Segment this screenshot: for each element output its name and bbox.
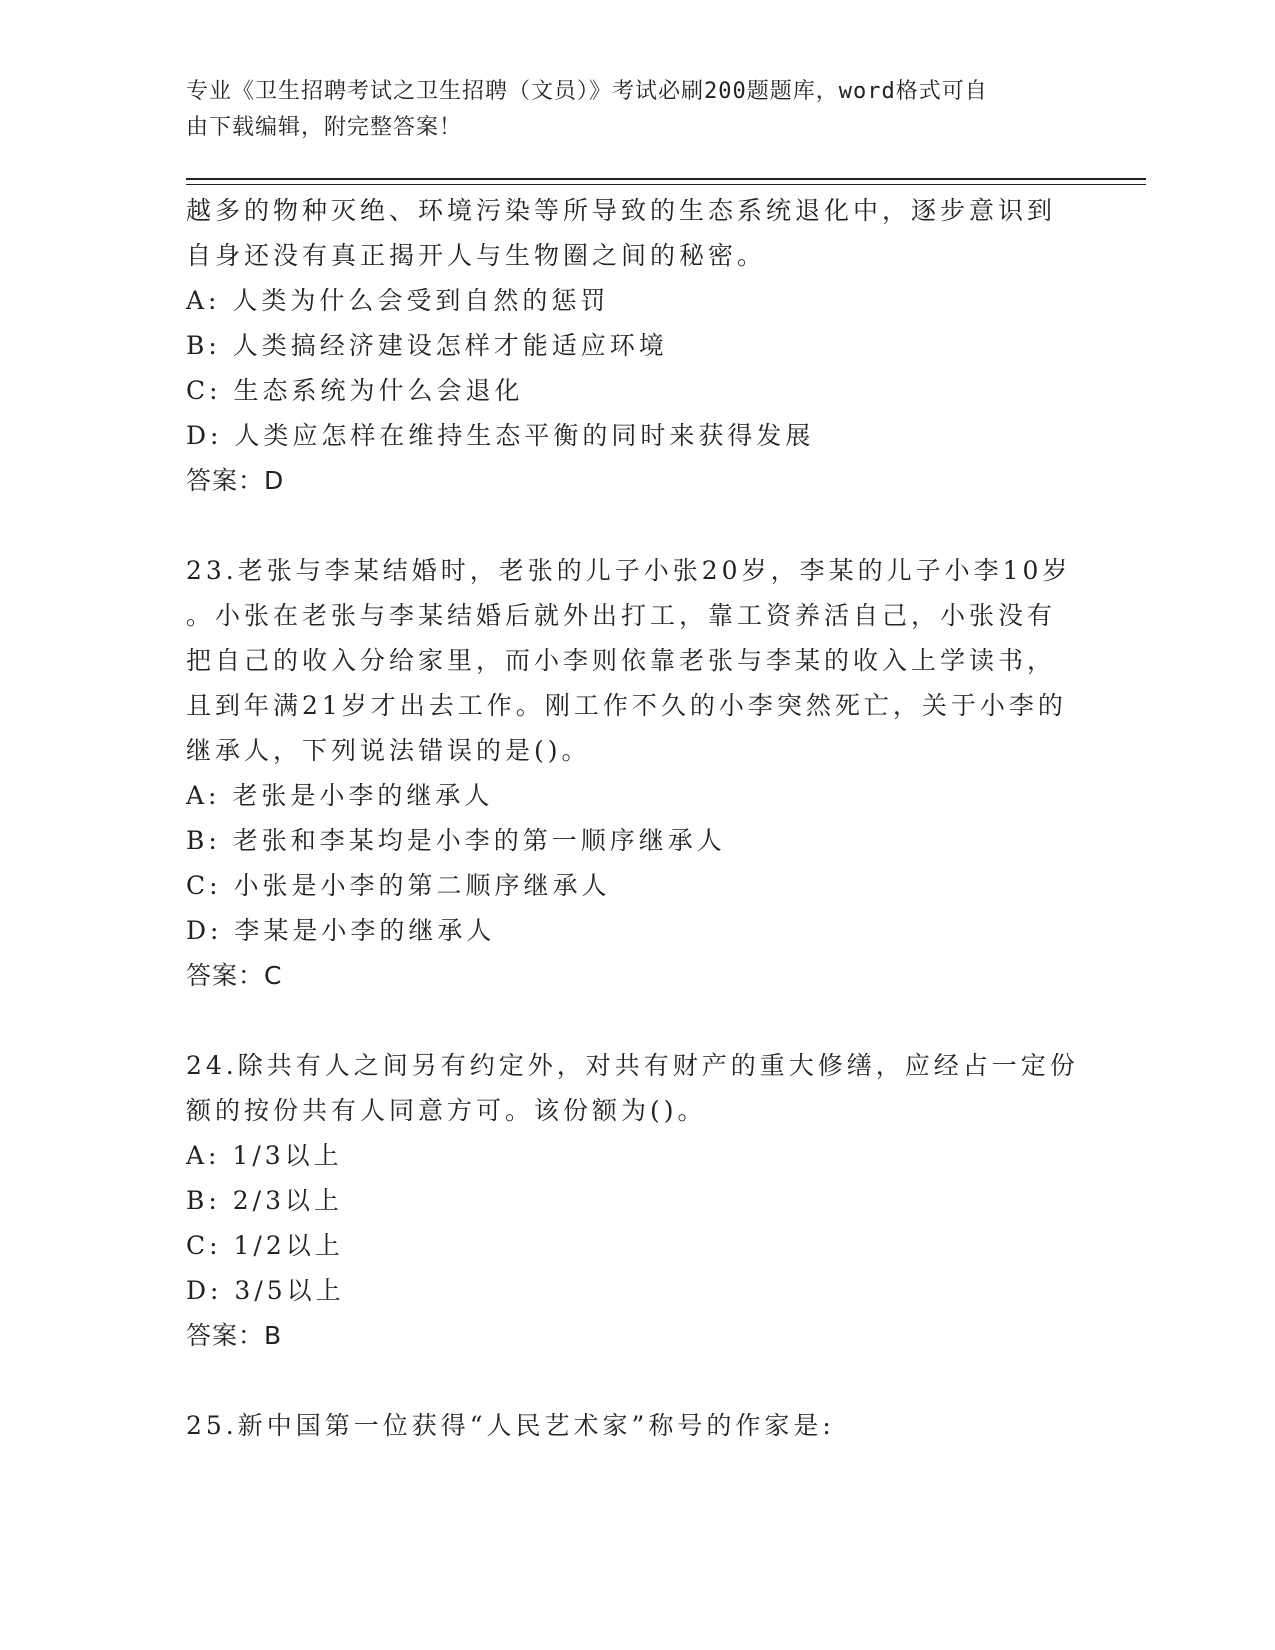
question-23-text-line: 继承人，下列说法错误的是()。 — [186, 736, 591, 765]
question-24-text-line: 24.除共有人之间另有约定外，对共有财产的重大修缮，应经占一定份 — [186, 1051, 1079, 1080]
question-22-block — [186, 188, 1076, 503]
question-23-option-a: A: 老张是小李的继承人 — [186, 781, 494, 810]
document-body — [186, 188, 1079, 1448]
question-24-option-c: C: 1/2以上 — [186, 1231, 344, 1260]
question-24-text-line: 额的按份共有人同意方可。该份额为()。 — [186, 1096, 707, 1125]
question-23-text-line: 23.老张与李某结婚时，老张的儿子小张20岁，李某的儿子小李10岁 — [186, 556, 1072, 585]
question-22-option-d: D: 人类应怎样在维持生态平衡的同时来获得发展 — [186, 421, 815, 450]
question-23-answer: 答案：C — [186, 961, 283, 990]
document-header — [186, 74, 1086, 146]
header-line-2: 由下载编辑，附完整答案！ — [186, 115, 463, 140]
question-24-block — [186, 1043, 1079, 1358]
question-23-text-line: 且到年满21岁才出去工作。刚工作不久的小李突然死亡，关于小李的 — [186, 691, 1067, 720]
question-25-text-line: 25.新中国第一位获得“人民艺术家”称号的作家是: — [186, 1411, 835, 1440]
header-rule-thick — [186, 178, 1146, 180]
question-23-text-line: 把自己的收入分给家里，而小李则依靠老张与李某的收入上学读书， — [186, 646, 1057, 675]
question-24-answer: 答案：B — [186, 1321, 283, 1350]
question-spacer — [186, 503, 1076, 548]
question-spacer — [186, 1358, 1076, 1403]
question-22-text-line: 自身还没有真正揭开人与生物圈之间的秘密。 — [186, 241, 767, 270]
question-22-answer: 答案：D — [186, 466, 285, 495]
question-24-option-d: D: 3/5以上 — [186, 1276, 345, 1305]
question-22-text-line: 越多的物种灭绝、环境污染等所导致的生态系统退化中，逐步意识到 — [186, 196, 1057, 225]
question-spacer — [186, 998, 1076, 1043]
question-22-option-c: C: 生态系统为什么会退化 — [186, 376, 524, 405]
question-24-option-a: A: 1/3以上 — [186, 1141, 343, 1170]
question-23-option-c: C: 小张是小李的第二顺序继承人 — [186, 871, 611, 900]
question-23-option-d: D: 李某是小李的继承人 — [186, 916, 496, 945]
question-22-option-b: B: 人类搞经济建设怎样才能适应环境 — [186, 331, 668, 360]
header-rule-thin — [186, 184, 1146, 185]
question-24-option-b: B: 2/3以上 — [186, 1186, 343, 1215]
question-23-option-b: B: 老张和李某均是小李的第一顺序继承人 — [186, 826, 726, 855]
question-23-block — [186, 548, 1076, 998]
header-line-1: 专业《卫生招聘考试之卫生招聘（文员）》考试必刷200题题库，word格式可自 — [186, 79, 988, 104]
question-25-block — [186, 1403, 1076, 1448]
question-23-text-line: 。小张在老张与李某结婚后就外出打工，靠工资养活自己，小张没有 — [186, 601, 1057, 630]
question-22-option-a: A: 人类为什么会受到自然的惩罚 — [186, 286, 610, 315]
